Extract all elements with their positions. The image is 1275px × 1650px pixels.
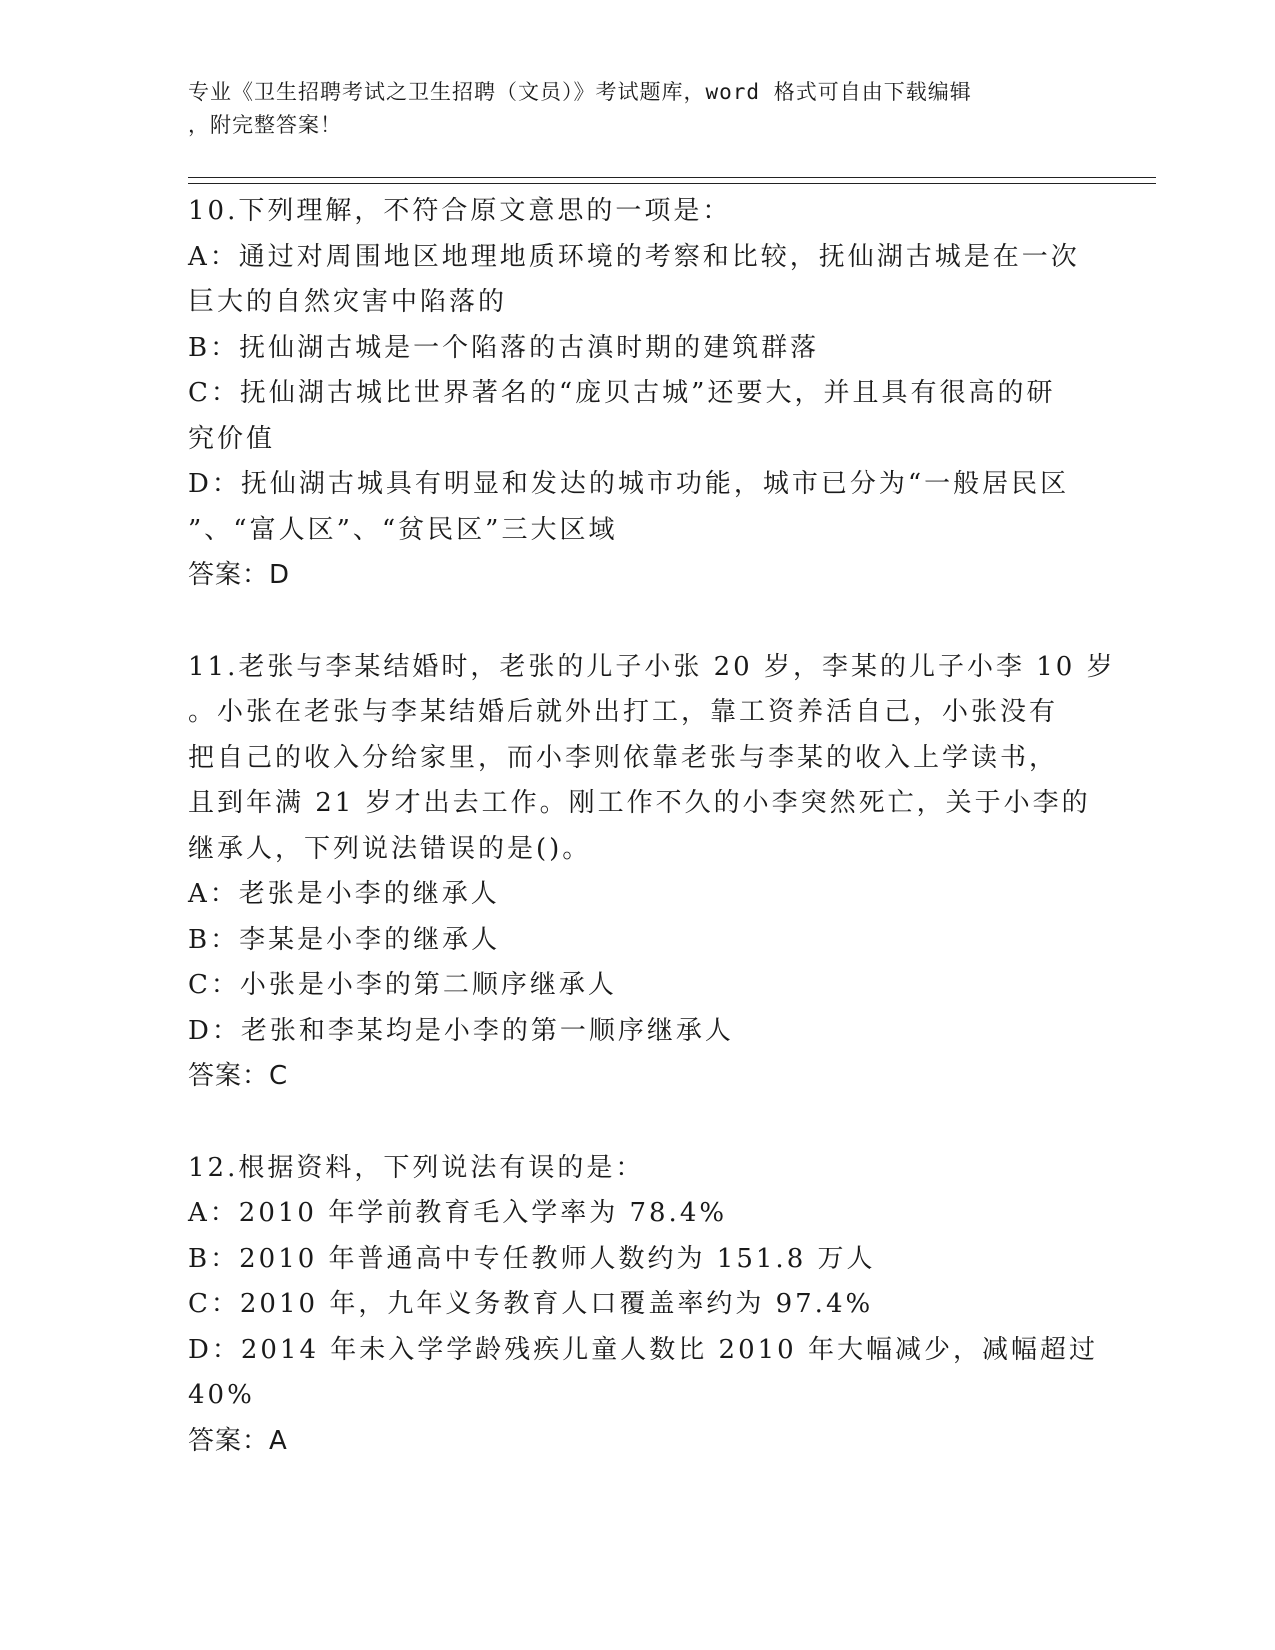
option-d: D：2014 年未入学学龄残疾儿童人数比 2010 年大幅减少，减幅超过 [188, 1334, 1098, 1365]
answer-label: 答案：D [188, 560, 291, 590]
option-b: B：2010 年普通高中专任教师人数约为 151.8 万人 [188, 1243, 876, 1274]
question-stem-continued: 且到年满 21 岁才出去工作。刚工作不久的小李突然死亡，关于小李的 [188, 788, 1091, 818]
question-10 [188, 189, 1088, 599]
option-c: C：小张是小李的第二顺序继承人 [188, 970, 617, 1000]
header-line: ，附完整答案！ [188, 113, 342, 137]
answer-label: 答案：A [188, 1425, 288, 1456]
question-11 [188, 645, 1116, 1100]
option-a: A：2010 年学前教育毛入学率为 78.4% [188, 1198, 728, 1228]
header-divider [188, 177, 1156, 178]
question-stem: 10.下列理解，不符合原文意思的一项是： [188, 196, 732, 226]
option-d-continued: 40% [188, 1380, 255, 1410]
question-12 [188, 1146, 1098, 1465]
option-a: A：老张是小李的继承人 [188, 879, 500, 909]
option-d-continued: ”、“富人区”、“贫民区”三大区域 [188, 514, 618, 545]
option-a: A：通过对周围地区地理地质环境的考察和比较，抚仙湖古城是在一次 [188, 241, 1080, 272]
question-stem-continued: 继承人，下列说法错误的是()。 [188, 833, 592, 864]
question-stem-continued: 。小张在老张与李某结婚后就外出打工，靠工资养活自己，小张没有 [188, 697, 1059, 727]
option-b: B：抚仙湖古城是一个陷落的古滇时期的建筑群落 [188, 332, 820, 363]
option-d: D：抚仙湖古城具有明显和发达的城市功能，城市已分为“一般居民区 [188, 469, 1070, 499]
header-line: 专业《卫生招聘考试之卫生招聘（文员）》考试题库，word 格式可自由下载编辑 [188, 80, 972, 104]
header-divider [188, 183, 1156, 184]
question-stem: 11.老张与李某结婚时，老张的儿子小张 20 岁，李某的儿子小李 10 岁 [188, 651, 1116, 682]
option-c: C：抚仙湖古城比世界著名的“庞贝古城”还要大，并且具有很高的研 [188, 378, 1056, 408]
option-a-continued: 巨大的自然灾害中陷落的 [188, 287, 508, 317]
option-c: C：2010 年，九年义务教育人口覆盖率约为 97.4% [188, 1289, 874, 1319]
document-header [188, 76, 1068, 142]
question-stem-continued: 把自己的收入分给家里，而小李则依靠老张与李某的收入上学读书， [188, 742, 1059, 773]
question-stem: 12.根据资料，下列说法有误的是： [188, 1152, 645, 1183]
option-c-continued: 究价值 [188, 423, 276, 454]
option-b: B：李某是小李的继承人 [188, 924, 501, 955]
answer-label: 答案：C [188, 1061, 289, 1091]
option-d: D：老张和李某均是小李的第一顺序继承人 [188, 1015, 734, 1046]
question-list [188, 189, 1116, 1464]
